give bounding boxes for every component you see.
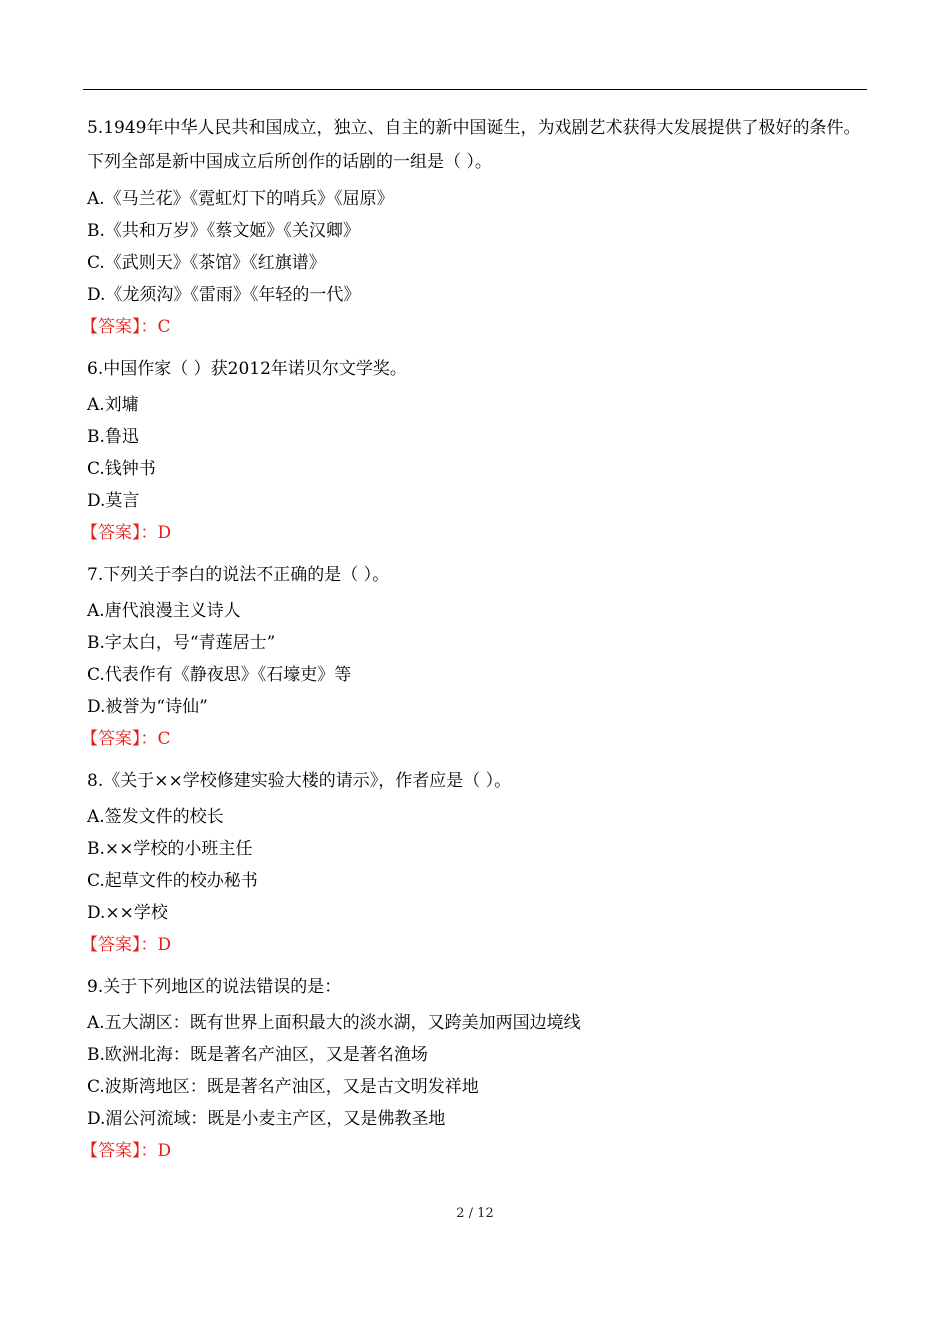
option-d: D.被誉为“诗仙”	[87, 697, 208, 717]
question-9	[81, 971, 867, 1167]
option-c: C.起草文件的校办秘书	[87, 871, 258, 891]
answer-label: 【答案】：	[81, 935, 158, 955]
answer-line	[81, 929, 867, 961]
question-stem: 8.《关于××学校修建实验大楼的请示》，作者应是（ ）。	[87, 771, 512, 791]
option-b: B.鲁迅	[87, 427, 139, 447]
option-d: D.湄公河流域：既是小麦主产区，又是佛教圣地	[87, 1109, 446, 1129]
option-b: B.××学校的小班主任	[87, 839, 253, 859]
option-d: D.××学校	[87, 903, 168, 923]
answer-label: 【答案】：	[81, 729, 158, 749]
option-a: A.签发文件的校长	[87, 807, 224, 827]
option-b: B.字太白，号“青莲居士”	[87, 633, 276, 653]
question-5	[81, 111, 867, 343]
answer-line	[81, 311, 867, 343]
question-stem: 9.关于下列地区的说法错误的是：	[87, 977, 342, 997]
question-list	[81, 111, 867, 1177]
option-c: C.钱钟书	[87, 459, 156, 479]
option-a: A.唐代浪漫主义诗人	[87, 601, 241, 621]
option-d: D.《龙须沟》《雷雨》《年轻的一代》	[87, 285, 361, 305]
answer-value: D	[157, 1141, 172, 1161]
question-6	[81, 353, 867, 549]
option-c: C.波斯湾地区：既是著名产油区，又是古文明发祥地	[87, 1077, 479, 1097]
question-stem: 5.1949年中华人民共和国成立，独立、自主的新中国诞生，为戏剧艺术获得大发展提供了极好的条件。下列全部是新中国成立后所创作的话剧的一组是（ ）。	[87, 118, 861, 172]
answer-line	[81, 723, 867, 755]
option-a: A.五大湖区：既有世界上面积最大的淡水湖，又跨美加两国边境线	[87, 1013, 581, 1033]
option-c: C.代表作有《静夜思》《石壕吏》等	[87, 665, 352, 685]
answer-label: 【答案】：	[81, 1141, 158, 1161]
answer-value: D	[157, 523, 172, 543]
answer-line	[81, 1135, 867, 1167]
answer-value: D	[157, 935, 172, 955]
option-a: A.《马兰花》《霓虹灯下的哨兵》《屈原》	[87, 189, 394, 209]
header-rule	[83, 89, 867, 90]
option-d: D.莫言	[87, 491, 140, 511]
answer-label: 【答案】：	[81, 317, 158, 337]
answer-line	[81, 517, 867, 549]
option-c: C.《武则天》《茶馆》《红旗谱》	[87, 253, 326, 273]
answer-label: 【答案】：	[81, 523, 158, 543]
question-7	[81, 559, 867, 755]
question-stem: 6.中国作家（ ）获2012年诺贝尔文学奖。	[87, 359, 407, 379]
option-a: A.刘墉	[87, 395, 139, 415]
page-number: 2 / 12	[456, 1206, 494, 1221]
question-stem: 7.下列关于李白的说法不正确的是（ ）。	[87, 565, 390, 585]
question-8	[81, 765, 867, 961]
answer-value: C	[157, 317, 171, 337]
option-b: B.《共和万岁》《蔡文姬》《关汉卿》	[87, 221, 360, 241]
answer-value: C	[157, 729, 171, 749]
option-b: B.欧洲北海：既是著名产油区，又是著名渔场	[87, 1045, 428, 1065]
